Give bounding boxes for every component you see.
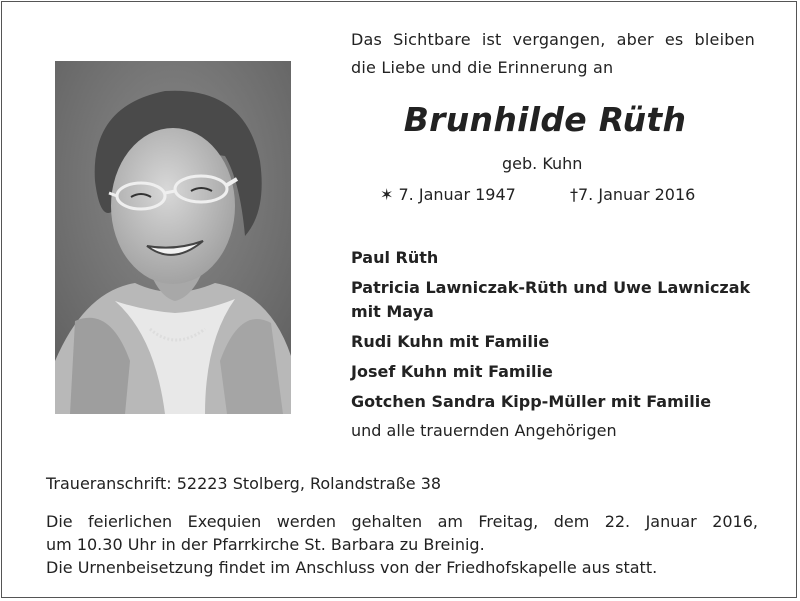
mourner-line: Patricia Lawniczak-Rüth und Uwe Lawniczak [351, 278, 751, 297]
mourner-line: Paul Rüth [351, 248, 439, 267]
intro-text [351, 26, 755, 82]
mourners-list [351, 246, 756, 420]
portrait-photo [55, 61, 291, 414]
death-date-value: 7. Januar 2016 [578, 185, 696, 204]
funeral-address: Traueranschrift: 52223 Stolberg, Rolandstraße 38 [46, 474, 442, 493]
relatives-line: und alle trauernden Angehörigen [351, 421, 617, 440]
birth-star-icon: ✶ [380, 185, 394, 204]
maiden-name: geb. Kuhn [502, 154, 583, 173]
deceased-name: Brunhilde Rüth [403, 100, 687, 139]
intro-line-1: Das Sichtbare ist vergangen, aber es bleiben [351, 30, 755, 49]
service-info [46, 510, 758, 579]
death-date [570, 185, 695, 204]
mourner-line: Rudi Kuhn mit Familie [351, 332, 550, 351]
mourner-line: mit Maya [351, 302, 434, 321]
death-cross-icon: † [570, 185, 578, 204]
mourner-line: Josef Kuhn mit Familie [351, 362, 553, 381]
portrait-image [55, 61, 291, 414]
intro-line-2: die Liebe und die Erinnerung an [351, 58, 614, 77]
service-line-2: um 10.30 Uhr in der Pfarrkirche St. Barbara zu Breinig. [46, 535, 485, 554]
service-line-1: Die feierlichen Exequien werden gehalten am Freitag, dem 22. Januar 2016, [46, 512, 758, 531]
birth-date-value: 7. Januar 1947 [398, 185, 516, 204]
mourner-line: Gotchen Sandra Kipp-Müller mit Familie [351, 392, 712, 411]
birth-date [380, 185, 516, 204]
service-line-3: Die Urnenbeisetzung findet im Anschluss von der Friedhofskapelle aus statt. [46, 558, 658, 577]
